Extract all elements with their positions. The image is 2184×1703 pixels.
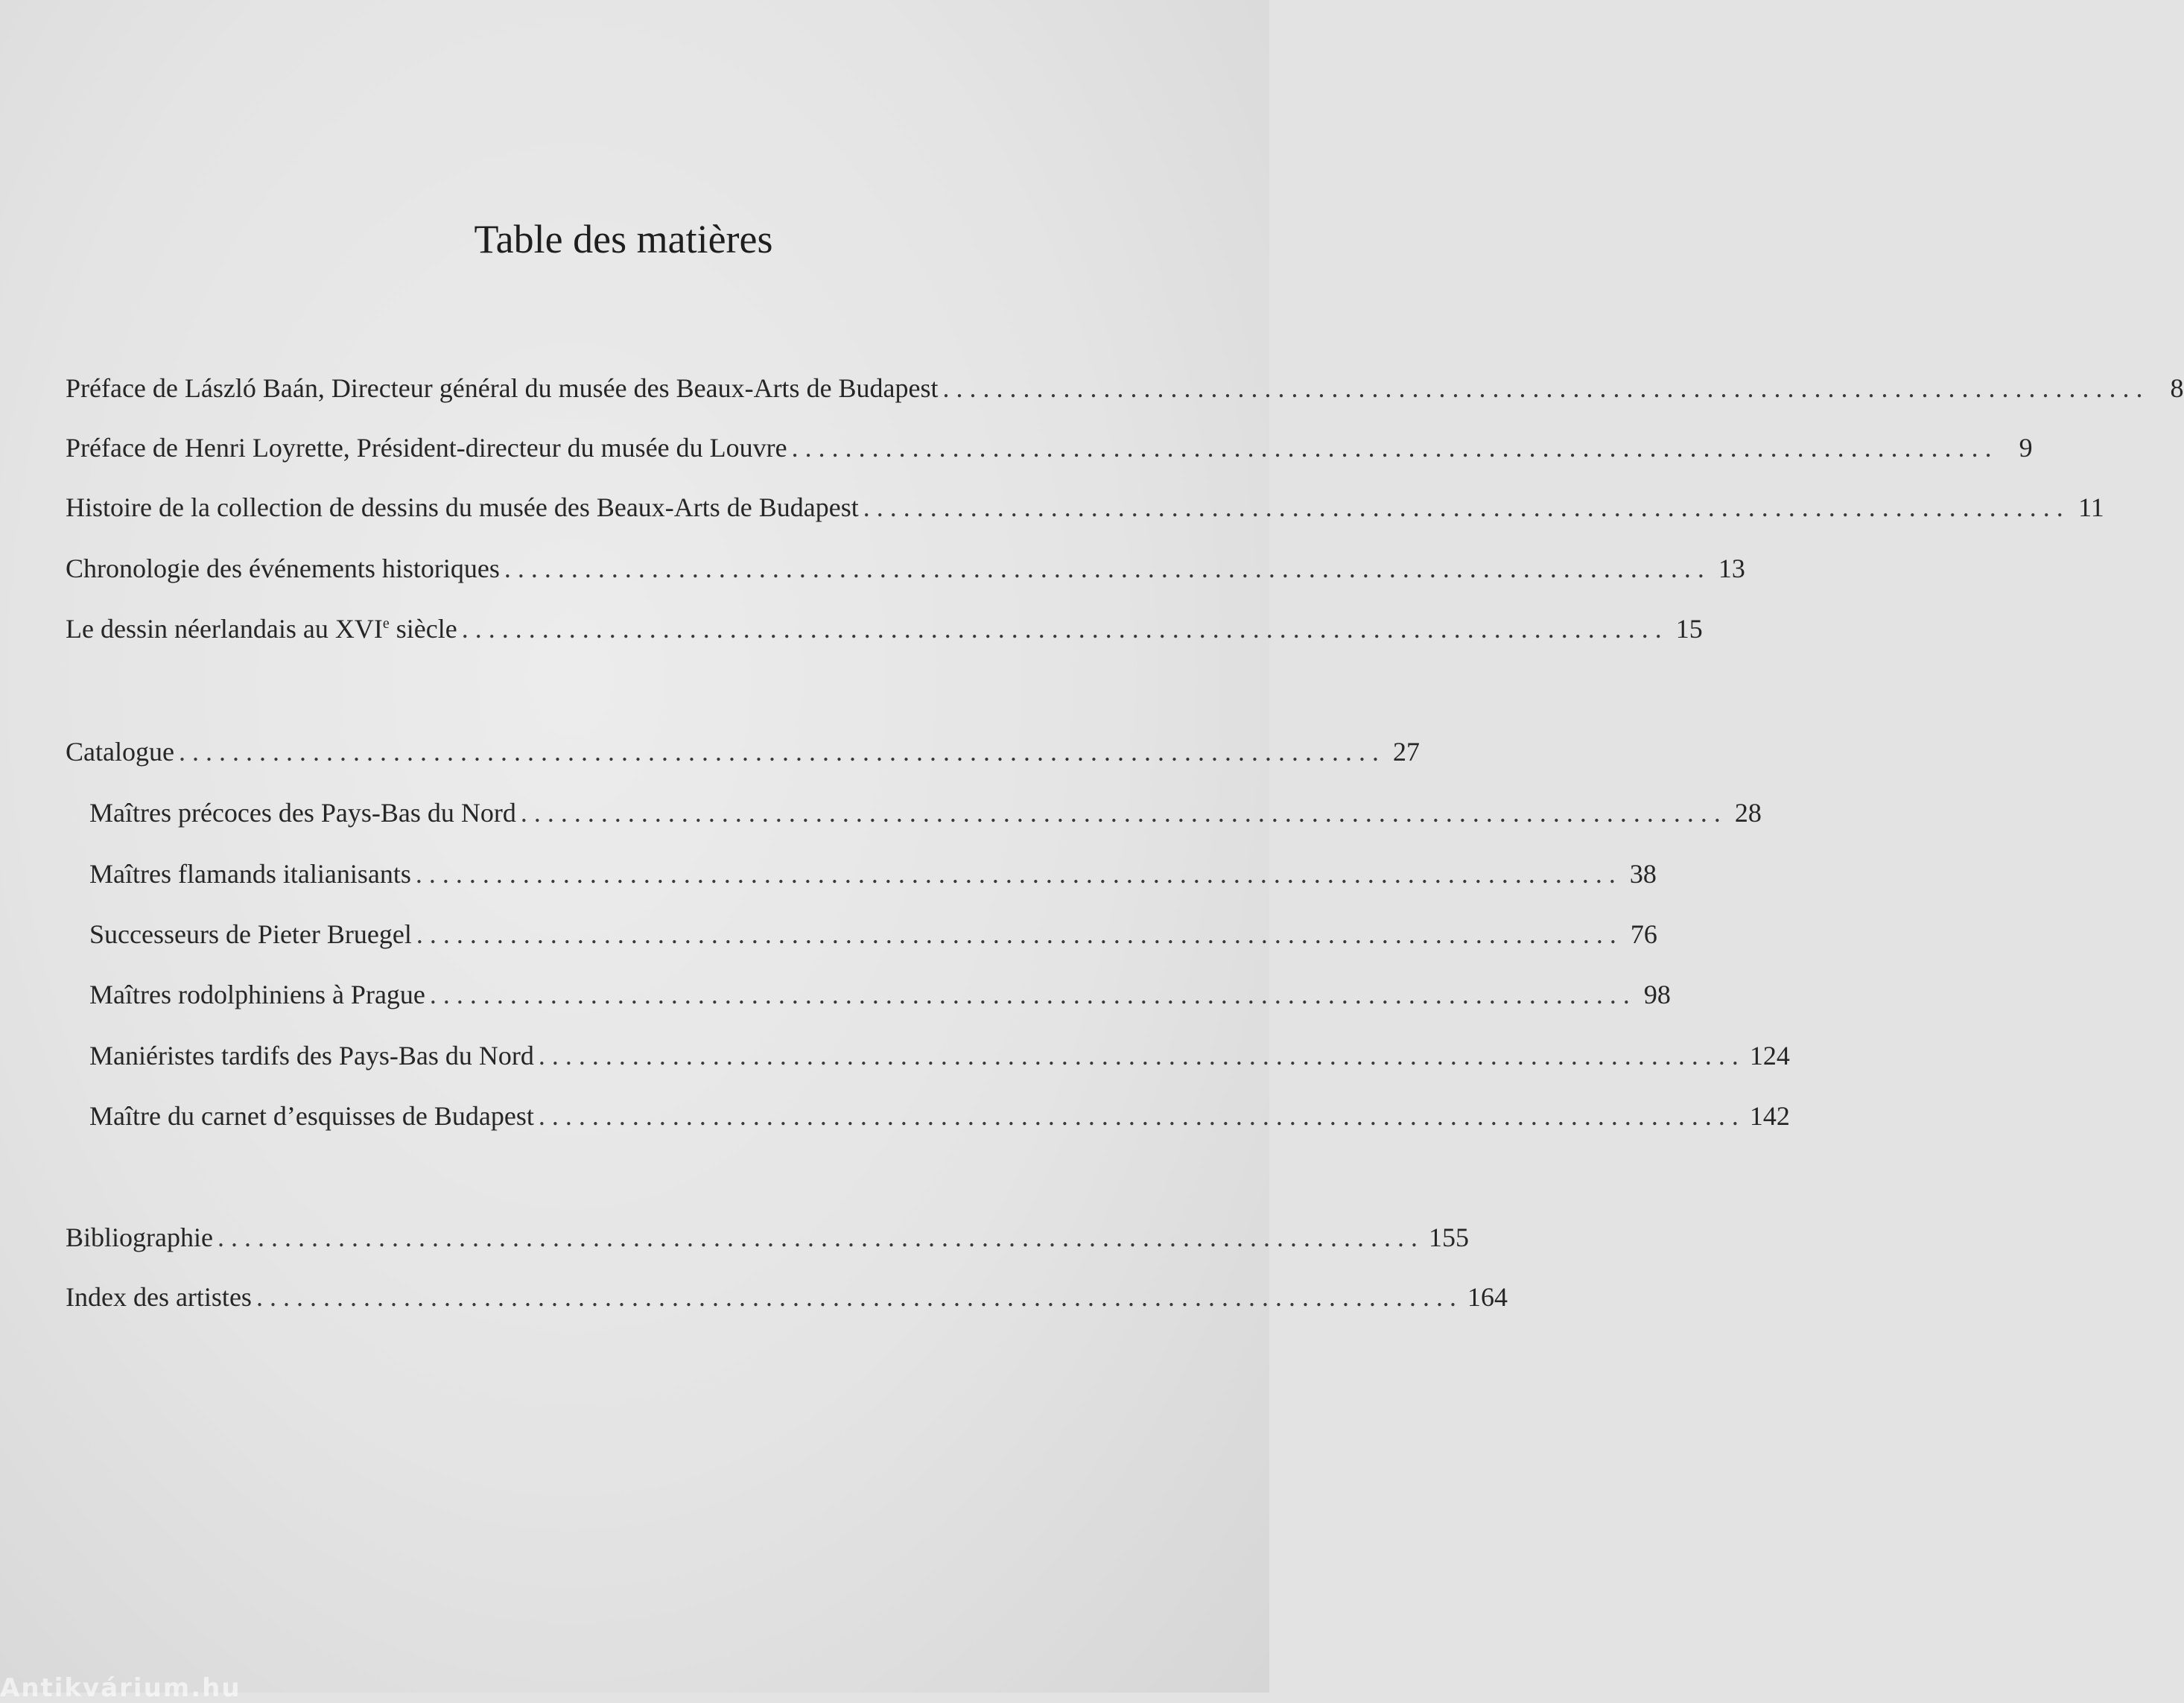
dot-leader: .......................................................................................... [255,1282,1463,1312]
page-title: Table des matières [474,217,773,261]
toc-entry-page: 13 [1718,554,1745,583]
catalogue-entry [66,979,1671,1024]
dot-leader: .......................................................................................... [791,433,1999,463]
catalogue-entry [66,1100,1790,1145]
toc-entry-page: 11 [2078,492,2104,522]
dot-leader: .......................................................................................... [178,737,1385,767]
toc-entry-page: 28 [1734,798,1762,828]
dot-leader: .......................................................................................... [461,614,1669,644]
toc-entry-page: 15 [1675,614,1703,644]
dot-leader: .......................................................................................... [217,1222,1424,1252]
toc-entry-page: 27 [1392,737,1420,767]
toc-entry-label: Histoire de la collection de dessins du musée des Beaux-Arts de Budapest [66,492,859,522]
toc-entry-label: Index des artistes [66,1282,252,1312]
dot-leader: .......................................................................................... [415,859,1622,889]
toc-entry-label: Chronologie des événements historiques [66,554,500,583]
dot-leader: .......................................................................................... [942,373,2150,403]
toc-entry-label: Maniéristes tardifs des Pays-Bas du Nord [89,1041,534,1071]
toc-entry-page: 9 [2019,433,2033,463]
toc-entry-page: 142 [1749,1101,1790,1131]
toc-entry [66,553,1745,597]
toc-entry [66,1281,1508,1326]
toc-entry-page: 8 [2170,373,2184,403]
dot-leader: .......................................................................................... [520,798,1727,828]
toc-entry-page: 76 [1630,919,1657,949]
dot-leader: .......................................................................................... [429,980,1637,1009]
toc-entry-label: Maîtres précoces des Pays-Bas du Nord [89,798,516,828]
toc-entry-label: Le dessin néerlandais au XVIe siècle [66,614,457,644]
toc-entry [66,432,2033,477]
dot-leader: .......................................................................................... [416,919,1623,949]
toc-entry-page: 124 [1749,1041,1790,1071]
toc-entry-label: Maître du carnet d’esquisses de Budapest [89,1101,534,1131]
toc-entry [66,613,1703,658]
dot-leader: .......................................................................................... [538,1101,1745,1131]
toc-entry-page: 38 [1629,859,1657,889]
toc-entry-label: Successeurs de Pieter Bruegel [89,919,412,949]
toc-entry-label: Préface de Henri Loyrette, Président-directeur du musée du Louvre [66,433,787,463]
watermark: Antikvárium.hu [0,1673,241,1703]
catalogue-entry [66,919,1657,963]
toc-entry-catalogue [66,736,1420,781]
toc-entry [66,1222,1469,1266]
dot-leader: .......................................................................................... [538,1041,1745,1071]
catalogue-entry [66,858,1657,903]
dot-leader: .......................................................................................... [863,492,2070,522]
toc-entry-label: Maîtres rodolphiniens à Prague [89,980,425,1009]
toc-entry-page: 164 [1467,1282,1508,1312]
dot-leader: .......................................................................................... [504,554,1711,583]
toc-entry [66,372,2184,417]
catalogue-entry [66,1040,1790,1085]
toc-entry-page: 98 [1643,980,1671,1009]
catalogue-entry [66,797,1762,842]
toc-entry-label: Préface de László Baán, Directeur général du musée des Beaux-Arts de Budapest [66,373,939,403]
toc-entry-label: Maîtres flamands italianisants [89,859,411,889]
toc-entry-label: Catalogue [66,737,174,767]
toc-entry-label: Bibliographie [66,1222,213,1252]
toc-entry [66,492,2104,536]
toc-entry-page: 155 [1428,1222,1469,1252]
